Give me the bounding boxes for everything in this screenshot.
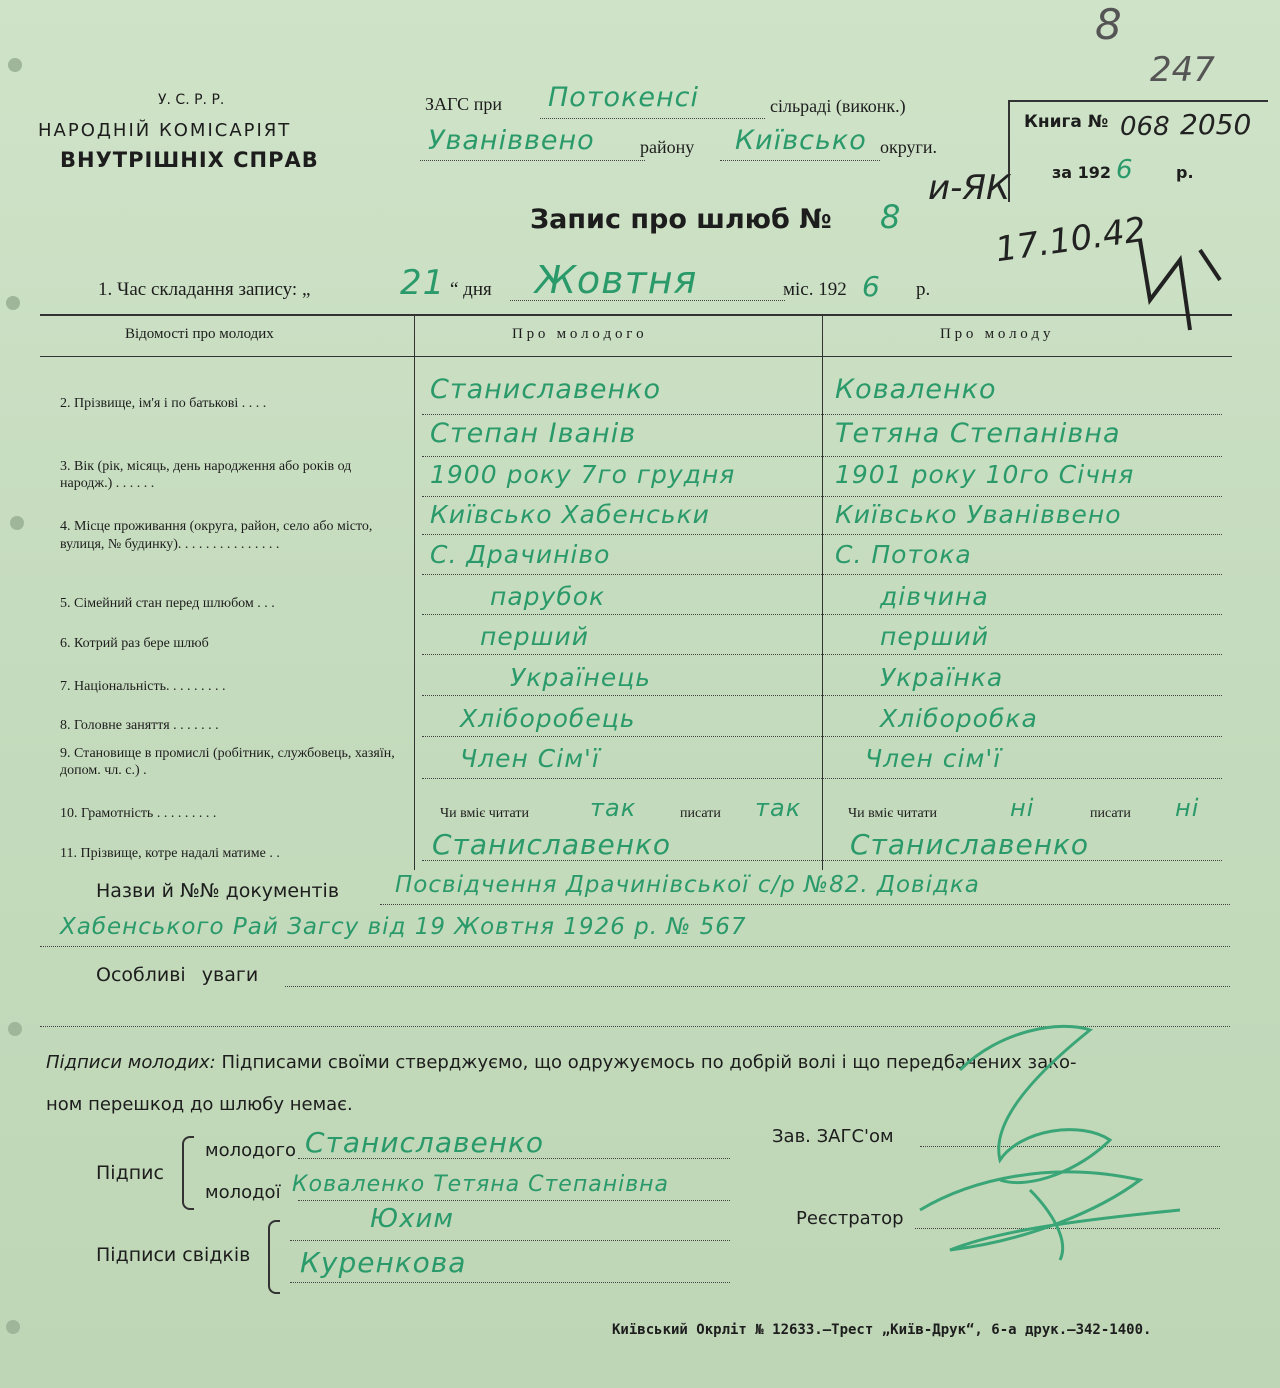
village-line: [540, 118, 765, 119]
groom-times: перший: [480, 622, 589, 651]
time-year-r: р.: [916, 279, 931, 300]
groom-write-label: писати: [680, 806, 721, 821]
table-col-rule-1: [414, 314, 415, 870]
book-number-hand: 068: [1120, 112, 1170, 142]
col-header-info: Відомості про молодих: [125, 326, 274, 342]
bride-residence-2: С. Потока: [835, 540, 972, 569]
date-note: 17.10.42: [992, 209, 1149, 271]
binder-hole: [6, 296, 20, 310]
bride-sign-label: молодої: [205, 1182, 281, 1203]
row-label-times: 6. Котрий раз бере шлюб: [60, 636, 209, 651]
book-year-label: за 192: [1052, 163, 1112, 182]
groom-status: парубок: [490, 582, 606, 611]
witness-brace: [268, 1220, 280, 1294]
signature-label: Підпис: [96, 1162, 164, 1184]
row-label-age: [60, 458, 405, 492]
official-signature-scribble: [880, 1010, 1220, 1270]
record-title: Запис про шлюб №: [530, 204, 832, 235]
witness-signature-2: Куренкова: [300, 1246, 467, 1279]
table-col-rule-2: [822, 314, 823, 870]
notes-label: Особливі уваги: [96, 964, 259, 986]
documents-line-1: [380, 904, 1230, 905]
row-guide: [422, 414, 1222, 415]
witness-line-1: [290, 1240, 730, 1241]
groom-sign-label: молодого: [205, 1140, 297, 1161]
okrug-label: округи.: [880, 137, 938, 157]
row-guide: [422, 534, 1222, 535]
book-year-hand: 6: [1116, 155, 1134, 185]
documents-line-2: [40, 946, 1230, 947]
time-day-hand: 21: [400, 263, 446, 303]
groom-read-label: Чи вміє читати: [440, 806, 530, 821]
corner-number-8: 8: [1095, 0, 1122, 49]
declaration-text-1: Підписами своїми стверджуємо, що одружуємось по добрій волі і що передбачених зако-: [221, 1052, 1077, 1073]
groom-new-surname: Станиславенко: [432, 828, 672, 861]
row-guide: [422, 736, 1222, 737]
signature-brace: [182, 1136, 194, 1210]
declaration-line-2: ном перешкод до шлюбу немає.: [46, 1094, 353, 1115]
row-label-residence: [60, 518, 405, 554]
bride-position: Член сім'ї: [865, 744, 1002, 773]
bride-sign-line: [298, 1200, 730, 1201]
row-label-position-text: 9. Становище в промислі (робітник, службовець, хазяїн, допом. чл. с.) .: [60, 746, 395, 778]
row-label-age-text: 3. Вік (рік, місяць, день народження або років од народж.) . . . . . .: [60, 459, 352, 491]
documents-label: Назви й №№ документів: [96, 880, 340, 902]
notes-line-1: [285, 986, 1230, 987]
bride-signature: Коваленко Тетяна Степанівна: [292, 1172, 670, 1197]
groom-birth: 1900 року 7го грудня: [430, 460, 736, 489]
row-guide: [422, 574, 1222, 575]
district-line: [420, 160, 645, 161]
council-label: сільраді (виконк.): [770, 96, 906, 116]
zags-village-hand: Потокенсі: [548, 82, 699, 113]
bride-read-hand: ні: [1010, 794, 1035, 822]
row-label-surname: 11. Прізвище, котре надалі матиме . .: [60, 846, 280, 861]
binder-hole: [8, 1022, 22, 1036]
ussr-label: У. С. Р. Р.: [158, 92, 225, 108]
time-month-hand: Жовтня: [535, 258, 698, 302]
zags-prefix: ЗАГС при: [425, 94, 502, 114]
row-guide: [422, 778, 1222, 779]
row-label-name: 2. Прізвище, ім'я і по батькові . . . .: [60, 396, 267, 411]
row-label-occupation: 8. Головне заняття . . . . . . .: [60, 718, 219, 733]
col-header-bride: П р о м о л о д у: [940, 326, 1051, 342]
bride-write-hand: ні: [1175, 794, 1200, 822]
row-label-literacy: 10. Грамотність . . . . . . . . .: [60, 806, 217, 821]
bride-birth: 1901 року 10го Січня: [835, 460, 1135, 489]
groom-residence-2: С. Драчиніво: [430, 540, 611, 569]
bride-new-surname: Станиславенко: [850, 828, 1090, 861]
bride-nationality: Українка: [880, 663, 1004, 692]
footer-print-info: Київський Окрліт № 12633.—Трест „Київ-Друк“, 6-а друк.—342-1400.: [612, 1322, 1152, 1338]
groom-write-hand: так: [755, 794, 802, 822]
groom-residence-1: Київсько Хабенськи: [430, 500, 710, 529]
commissariat-label: НАРОДНІЙ КОМІСАРІЯТ: [38, 120, 292, 141]
binder-hole: [10, 516, 24, 530]
row-guide: [422, 695, 1222, 696]
declaration-italic: Підписи молодих:: [46, 1052, 216, 1073]
groom-surname: Станиславенко: [430, 374, 661, 405]
corner-scribble: [1120, 220, 1230, 340]
side-note: и-ЯК: [928, 168, 1011, 208]
witness-signature-1: Юхим: [370, 1204, 454, 1234]
bride-status: дівчина: [880, 582, 989, 611]
time-day-label: “ дня: [450, 279, 492, 300]
corner-number-247: 247: [1150, 50, 1215, 90]
bride-residence-1: Київсько Уваніввено: [835, 500, 1122, 529]
documents-hand-2: Хабенського Рай Загсу від 19 Жовтня 1926 р. № 567: [60, 914, 747, 940]
bride-occupation: Хліборобка: [880, 704, 1038, 733]
okrug-line: [720, 160, 880, 161]
row-guide: [422, 654, 1222, 655]
groom-signature: Станиславенко: [305, 1126, 545, 1159]
groom-name: Степан Іванів: [430, 418, 637, 449]
witnesses-label: Підписи свідків: [96, 1244, 251, 1266]
row-guide: [422, 614, 1222, 615]
groom-read-hand: так: [590, 794, 637, 822]
table-header-rule: [40, 356, 1232, 357]
row-guide: [422, 496, 1222, 497]
head-label: Зав. ЗАГС'ом: [772, 1126, 894, 1147]
bride-name: Тетяна Степанівна: [835, 418, 1121, 449]
registrar-label: Реєстратор: [796, 1208, 904, 1229]
bride-read-label: Чи вміє читати: [848, 806, 938, 821]
witness-line-2: [290, 1282, 730, 1283]
time-year-hand: 6: [862, 270, 881, 303]
record-number-hand: 8: [880, 198, 902, 236]
bride-surname: Коваленко: [835, 374, 997, 405]
district-label: району: [640, 137, 695, 157]
row-label-status: 5. Сімейний стан перед шлюбом . . .: [60, 596, 275, 611]
row-guide: [422, 456, 1222, 457]
col-header-groom: П р о м о л о д о г о: [512, 326, 644, 342]
time-label: 1. Час складання запису: „: [98, 279, 311, 300]
groom-nationality: Українець: [510, 663, 651, 692]
okrug-hand: Київсько: [735, 125, 867, 156]
binder-hole: [8, 58, 22, 72]
time-month-label: міс. 192: [783, 279, 847, 300]
district-hand: Уваніввено: [428, 125, 595, 156]
documents-hand-1: Посвідчення Драчинівської с/р №82. Довідка: [395, 872, 980, 898]
book-label: Книга №: [1024, 112, 1109, 132]
bride-times: перший: [880, 622, 989, 651]
row-label-nationality: 7. Національність. . . . . . . . .: [60, 679, 226, 694]
table-top-rule: [40, 314, 1232, 316]
month-line: [510, 300, 785, 301]
bride-write-label: писати: [1090, 806, 1131, 821]
groom-position: Член Сім'ї: [460, 744, 600, 773]
binder-hole: [6, 1320, 20, 1334]
groom-occupation: Хліборобець: [460, 704, 636, 733]
row-label-position: [60, 745, 405, 779]
internal-affairs-label: ВНУТРІШНІХ СПРАВ: [60, 148, 319, 172]
book-year-r: р.: [1176, 163, 1194, 182]
row-label-residence-text: 4. Місце проживання (округа, район, село або місто, вулиця, № будинку). . . . . . . . . . . . . . .: [60, 519, 373, 552]
corner-number-2050: 2050: [1180, 108, 1252, 141]
